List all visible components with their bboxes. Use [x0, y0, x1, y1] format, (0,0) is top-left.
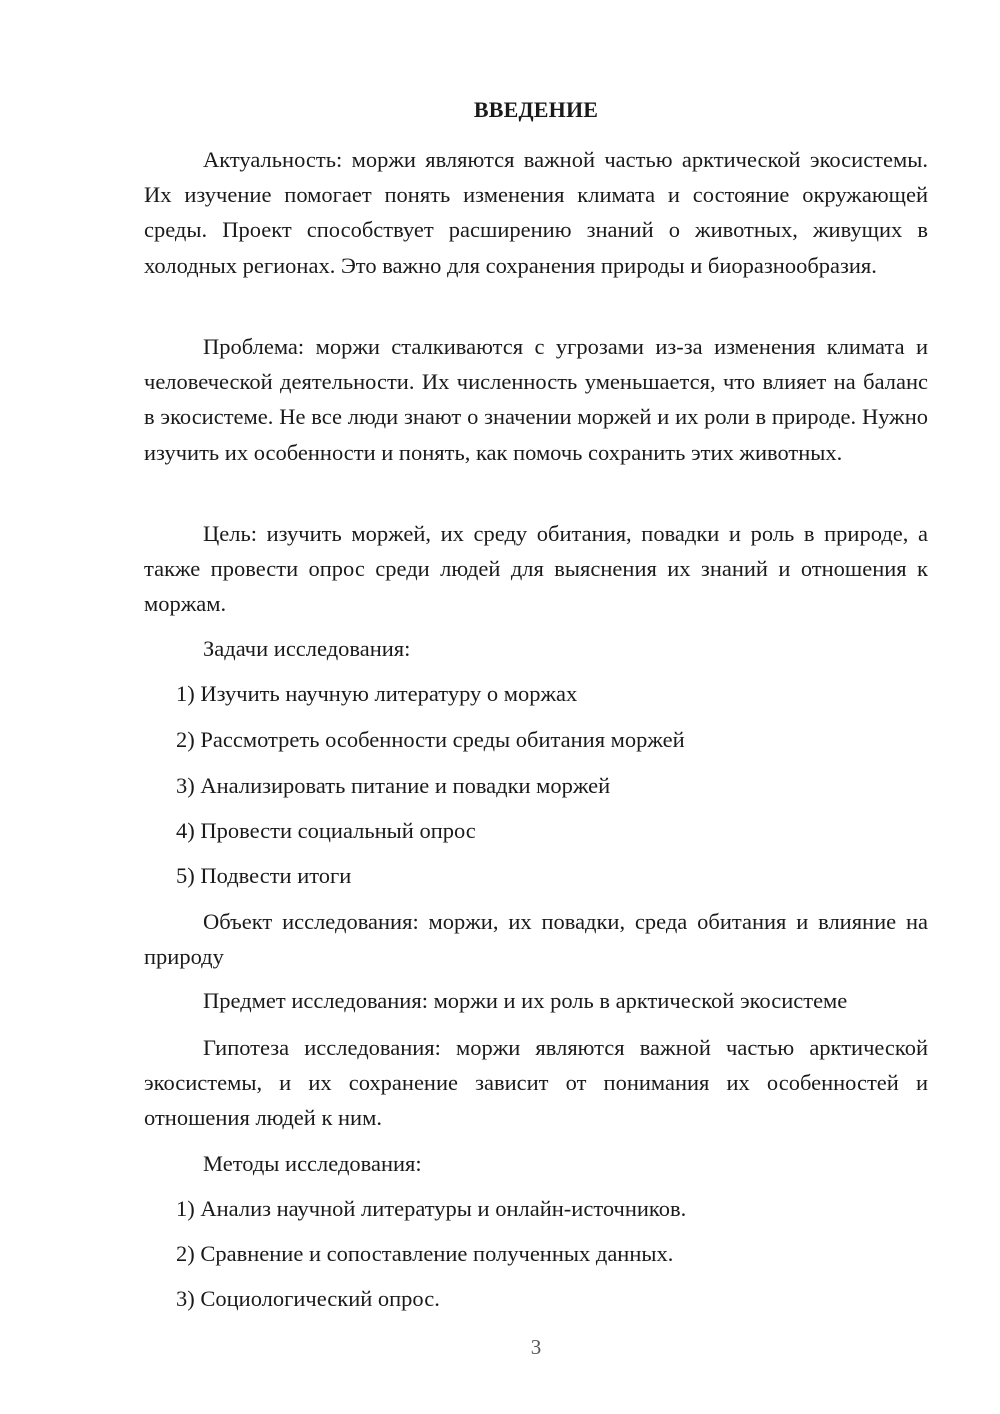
- method-item: 2) Сравнение и сопоставление полученных данных.: [176, 1241, 674, 1266]
- hypothesis-paragraph: Гипотеза исследования: моржи являются важной частью арктической экосистемы, и их сохранение зависит от понимания их особенностей и отношения людей к ним.: [144, 1035, 928, 1131]
- method-item: 1) Анализ научной литературы и онлайн-источников.: [176, 1196, 687, 1221]
- task-item: 5) Подвести итоги: [176, 863, 352, 888]
- subject-line: Предмет исследования: моржи и их роль в арктической экосистеме: [203, 988, 848, 1013]
- task-item: 1) Изучить научную литературу о моржах: [176, 681, 578, 706]
- task-item: 2) Рассмотреть особенности среды обитания моржей: [176, 727, 685, 752]
- task-item: 3) Анализировать питание и повадки моржей: [176, 773, 611, 798]
- task-item: 4) Провести социальный опрос: [176, 818, 476, 843]
- relevance-paragraph: Актуальность: моржи являются важной частью арктической экосистемы. Их изучение помогает понять изменения климата и состояние окружающей среды. Проект способствует расширению знаний о животных, живущих в холодных регионах. Это важно для сохранения природы и биоразнообразия.: [144, 147, 928, 278]
- goal-paragraph: Цель: изучить моржей, их среду обитания, повадки и роль в природе, а также провести опрос среди людей для выяснения их знаний и отношения к моржам.: [144, 521, 928, 617]
- section-title: ВВЕДЕНИЕ: [473, 97, 599, 122]
- problem-paragraph: Проблема: моржи сталкиваются с угрозами из-за изменения климата и человеческой деятельности. Их численность уменьшается, что влияет на баланс в экосистеме. Не все люди знают о значении моржей и их роли в природе. Нужно изучить их особенности и понять, как помочь сохранить этих животных.: [144, 334, 928, 465]
- page-number: 3: [530, 1335, 542, 1359]
- tasks-heading: Задачи исследования:: [203, 636, 411, 661]
- object-paragraph: Объект исследования: моржи, их повадки, среда обитания и влияние на природу: [144, 909, 928, 970]
- method-item: 3) Социологический опрос.: [176, 1286, 440, 1311]
- methods-heading: Методы исследования:: [203, 1151, 422, 1176]
